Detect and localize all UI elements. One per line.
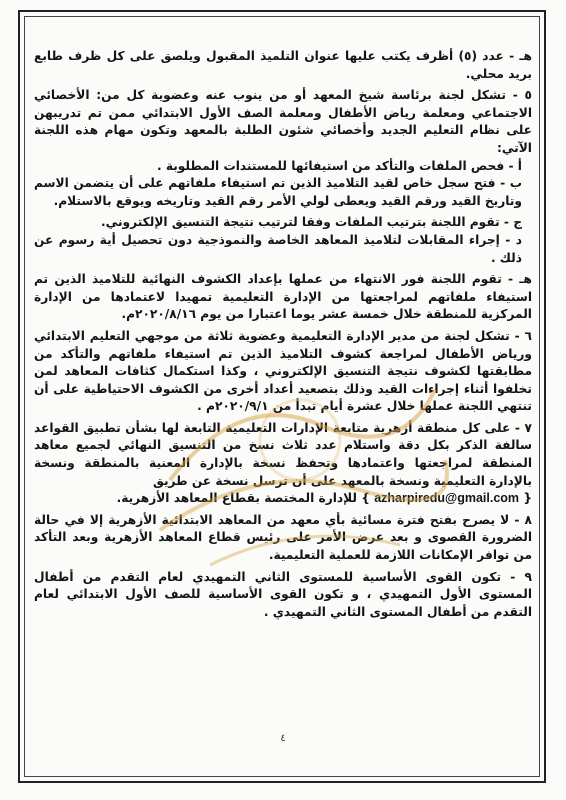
paragraph-5a-files-check: أ - فحص الملفات والتأكد من استيفائها للمستندات المطلوبة . [156,158,522,173]
paragraph-5c-ordering: ج - تقوم اللجنة بترتيب الملفات وفقا لترتيب نتيجة التنسيق الإلكتروني. [101,215,522,230]
email-brace-open: { [523,491,532,506]
paragraph-5d-interviews: د - إجراء المقابلات لتلاميذ المعاهد الخاصة والنموذجية دون تحصيل أية رسوم عن ذلك . [34,232,522,265]
paragraph-6-review-committee: ٦ - تشكل لجنة من مدير الإدارة التعليمية وعضوية ثلاثة من موجهي التعليم الابتدائي ورياض الأطفال لمراجعة كشوف التلاميذ الذين تم استيفاء ملفاتهم والتأكد من مطابقتها لكشوف نتيجة التنسيق الإلكتروني ، وكذا استكمال كثافات المعاهد لمن تخلفوا أثناء إجراءات القيد وذلك بتصعيد أعداد أخرى من الكشوف الاحتياطية على أن تنتهي اللجنة عملها خلال عشرة أيام تبدأ من ٢٠٢٠/٩/١م . [34,328,532,414]
paragraph-h-envelopes: هـ - عدد (٥) أظرف يكتب عليها عنوان التلميذ المقبول ويلصق على كل ظرف طابع بريد محلي. [34,49,532,81]
paragraph-8-evening-shift: ٨ - لا يصرح بفتح فترة مسائية بأي معهد من المعاهد الابتدائية الأزهرية إلا في حالة الضرورة القصوى و بعد عرض الأمر على رئيس قطاع المعاهد الأزهرية وبعد التأكد من توافر الإمكانات اللازمة للعملية التعليمية. [34,512,532,563]
paragraph-5h-final-lists: هـ - تقوم اللجنة فور الانتهاء من عملها بإعداد الكشوف النهائية للتلاميذ الذين تم استيفاء ملفاتهم لمراجعتها من الإدارة التعليمية تمهيدا لاعتمادها من الإدارة المركزية للمنطقة خلال خمسة عشر يوما اعتبارا من يوم ٢٠٢٠/٨/١٦م. [34,272,532,322]
paragraph-5-committee: ٥ - تشكل لجنة برئاسة شيخ المعهد أو من ينوب عنه وعضوية كل من: الأخصائي الاجتماعي ومعلمة رياض الأطفال ومعلمة الصف الأول الابتدائي ممن تم تدريبهن على نظام التعليم الجديد وأخصائي شئون الطلبة بالمعهد وتكون مهام هذه اللجنة الآتي: [34,88,532,155]
page-number: ٤ [280,733,286,744]
paragraph-7-regions: ٧ - على كل منطقة أزهرية متابعة الإدارات التعليمية التابعة لها بشأن تطبيق القواعد سالفة الذكر بكل دقة واستلام عدد ثلاث نسخ من التنسيق النهائي لجميع معاهد المنطقة لمراجعتها واعتمادها وتحفظ نسخة بالإدارة المعنية بالمنطقة ونسخة بالإدارة التعليمية ونسخة بالمعهد على أن ترسل نسخة عن طريق [34,420,532,488]
paragraph-5b-register: ب - فتح سجل خاص لقيد التلاميذ الذين تم استيفاء ملفاتهم على أن يتضمن الاسم وتاريخ القيد ورقم القيد ويعطى لولي الأمر رقم القيد وتاريخه ويوقع بالاستلام. [34,176,522,208]
paragraph-9-capacity: ٩ - تكون القوى الأساسية للمستوى الثاني التمهيدي لعام التقدم من أطفال المستوى الأول التمهيدي ، و تكون القوى الأساسية للصف الأول الابتدائي لعام التقدم من أطفال المستوى الثاني التمهيدي . [34,569,532,619]
document-body [34,48,532,621]
email-brace-close: } [361,491,370,506]
email-line [34,490,532,508]
email-address: azharpiredu@gmail.com [374,491,520,506]
email-line-text: للإدارة المختصة بقطاع المعاهد الأزهرية. [116,491,357,506]
